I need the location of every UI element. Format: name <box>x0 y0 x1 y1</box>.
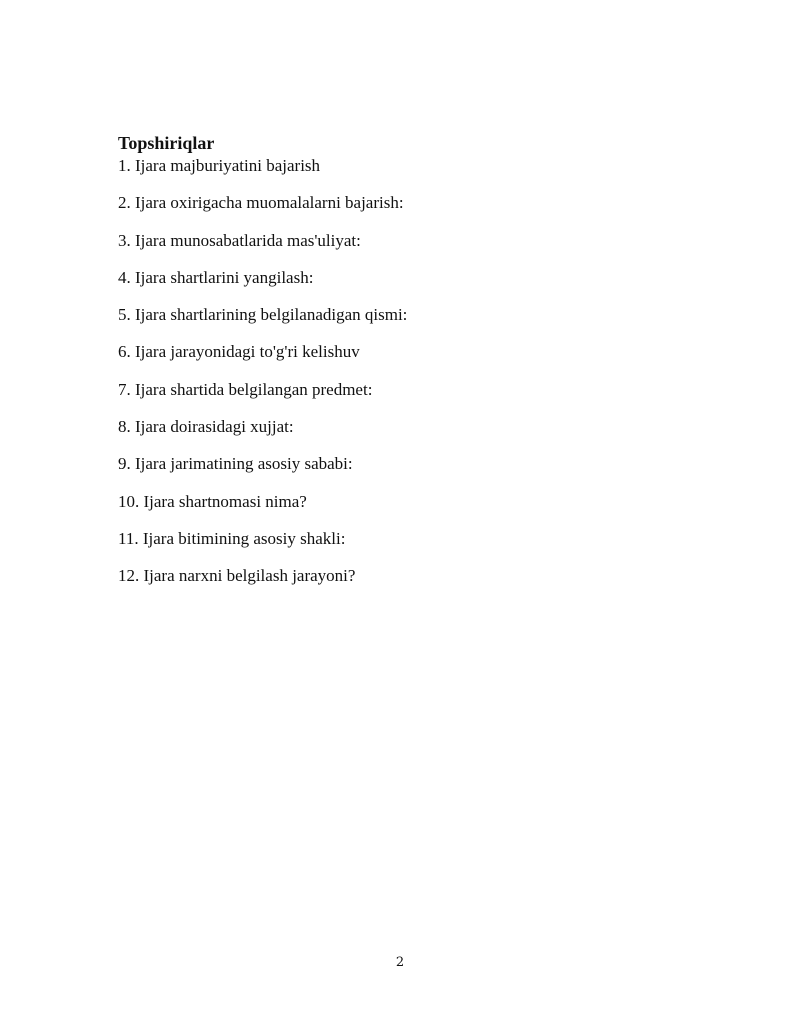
page-number: 2 <box>395 955 405 970</box>
task-item-1: 1. Ijara majburiyatini bajarish <box>118 156 321 175</box>
task-item-12: 12. Ijara narxni belgilash jarayoni? <box>118 566 356 586</box>
task-list <box>118 155 407 603</box>
section-heading: Topshiriqlar <box>118 133 215 153</box>
task-item-5: 5. Ijara shartlarining belgilanadigan qismi: <box>118 305 408 325</box>
task-item-10: 10. Ijara shartnomasi nima? <box>118 491 307 511</box>
task-item-4: 4. Ijara shartlarini yangilash: <box>118 267 314 287</box>
task-item-2: 2. Ijara oxirigacha muomalalarni bajarish: <box>118 193 404 213</box>
task-item-6: 6. Ijara jarayonidagi to'g'ri kelishuv <box>118 342 360 362</box>
task-item-3: 3. Ijara munosabatlarida mas'uliyat: <box>118 230 361 250</box>
task-item-7: 7. Ijara shartida belgilangan predmet: <box>118 379 373 399</box>
task-item-9: 9. Ijara jarimatining asosiy sababi: <box>118 454 353 474</box>
task-item-8: 8. Ijara doirasidagi xujjat: <box>118 417 294 437</box>
task-item-11: 11. Ijara bitimining asosiy shakli: <box>118 528 346 548</box>
